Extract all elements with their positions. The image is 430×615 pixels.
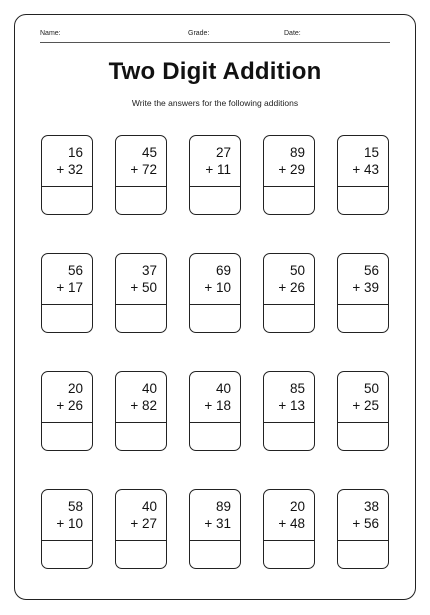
problem-card	[41, 135, 93, 215]
addend-bottom: + 32	[56, 162, 83, 177]
problem-card	[337, 489, 389, 569]
problem-card	[337, 253, 389, 333]
answer-box[interactable]	[190, 187, 240, 214]
addend-bottom: + 56	[352, 516, 379, 531]
problem-card	[337, 135, 389, 215]
addend-top: 89	[215, 499, 231, 514]
addend-bottom: + 31	[204, 516, 231, 531]
addend-top: 16	[67, 145, 83, 160]
addend-top: 40	[141, 381, 157, 396]
problem-card	[337, 371, 389, 451]
addend-bottom: + 50	[130, 280, 157, 295]
problem-card	[115, 135, 167, 215]
addend-bottom: + 25	[352, 398, 379, 413]
worksheet-title: Two Digit Addition	[108, 58, 322, 85]
answer-box[interactable]	[42, 305, 92, 332]
date-field-label: Date:	[284, 30, 301, 37]
answer-box[interactable]	[42, 541, 92, 568]
addend-top: 50	[289, 263, 305, 278]
addend-top: 89	[289, 145, 305, 160]
answer-box[interactable]	[264, 305, 314, 332]
answer-box[interactable]	[116, 423, 166, 450]
addend-bottom: + 39	[352, 280, 379, 295]
answer-box[interactable]	[264, 187, 314, 214]
addend-bottom: + 48	[278, 516, 305, 531]
answer-box[interactable]	[264, 423, 314, 450]
addend-top: 20	[67, 381, 83, 396]
name-field-label: Name:	[40, 30, 61, 37]
problem-card	[263, 253, 315, 333]
addend-top: 58	[67, 499, 83, 514]
problem-card	[41, 371, 93, 451]
problem-card	[263, 371, 315, 451]
addend-top: 45	[141, 145, 157, 160]
problem-card	[263, 135, 315, 215]
addend-bottom: + 10	[204, 280, 231, 295]
answer-box[interactable]	[116, 541, 166, 568]
problem-card	[189, 489, 241, 569]
addend-bottom: + 82	[130, 398, 157, 413]
answer-box[interactable]	[338, 187, 388, 214]
answer-box[interactable]	[116, 187, 166, 214]
addend-bottom: + 72	[130, 162, 157, 177]
answer-box[interactable]	[190, 423, 240, 450]
worksheet-instructions: Write the answers for the following additions	[131, 98, 299, 108]
problem-card	[115, 371, 167, 451]
problem-card	[41, 489, 93, 569]
addend-bottom: + 18	[204, 398, 231, 413]
addend-bottom: + 17	[56, 280, 83, 295]
addend-top: 38	[363, 499, 379, 514]
problem-card	[41, 253, 93, 333]
addend-top: 37	[141, 263, 157, 278]
addend-bottom: + 27	[130, 516, 157, 531]
addend-top: 69	[215, 263, 231, 278]
answer-box[interactable]	[190, 305, 240, 332]
addend-top: 15	[363, 145, 379, 160]
addend-bottom: + 11	[205, 162, 231, 177]
addend-top: 27	[215, 145, 231, 160]
addend-top: 56	[363, 263, 379, 278]
grade-field-label: Grade:	[188, 30, 210, 37]
problem-card	[115, 489, 167, 569]
problem-card	[263, 489, 315, 569]
addend-top: 40	[215, 381, 231, 396]
addend-bottom: + 26	[278, 280, 305, 295]
addend-top: 56	[67, 263, 83, 278]
answer-box[interactable]	[42, 187, 92, 214]
answer-box[interactable]	[190, 541, 240, 568]
addend-top: 50	[363, 381, 379, 396]
addend-top: 20	[289, 499, 305, 514]
answer-box[interactable]	[42, 423, 92, 450]
problem-card	[115, 253, 167, 333]
addend-bottom: + 13	[278, 398, 305, 413]
addend-bottom: + 43	[352, 162, 379, 177]
answer-box[interactable]	[338, 541, 388, 568]
answer-box[interactable]	[116, 305, 166, 332]
addend-bottom: + 29	[278, 162, 305, 177]
addend-top: 85	[289, 381, 305, 396]
addend-top: 40	[141, 499, 157, 514]
problem-card	[189, 371, 241, 451]
answer-box[interactable]	[338, 305, 388, 332]
addend-bottom: + 26	[56, 398, 83, 413]
answer-box[interactable]	[264, 541, 314, 568]
problem-card	[189, 135, 241, 215]
addend-bottom: + 10	[56, 516, 83, 531]
answer-box[interactable]	[338, 423, 388, 450]
problem-card	[189, 253, 241, 333]
